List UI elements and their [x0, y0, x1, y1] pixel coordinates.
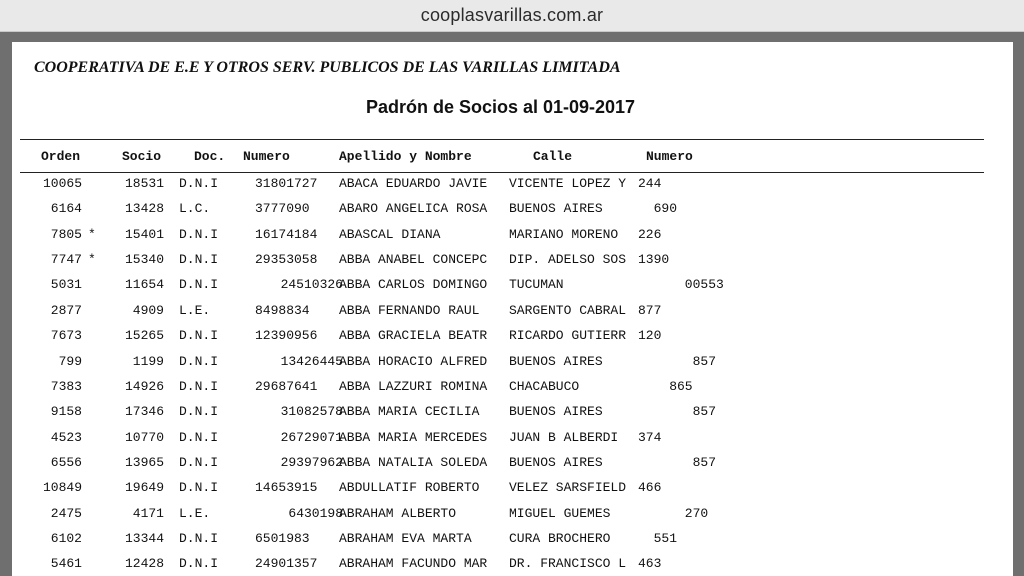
name-cell: ABBA MARIA CECILIA: [339, 404, 480, 420]
table-row: [12, 276, 1013, 294]
socio-cell: 15265: [124, 328, 164, 344]
column-header-orden: Orden: [40, 149, 80, 164]
table-row: [12, 327, 1013, 345]
organization-name: COOPERATIVA DE E.E Y OTROS SERV. PUBLICOS DE LAS VARILLAS LIMITADA: [34, 59, 621, 76]
name-cell: ABBA MARIA MERCEDES: [339, 429, 488, 445]
street-number-cell: 466: [638, 480, 662, 496]
column-header-calle-numero: Numero: [646, 149, 693, 164]
doc-number-cell: 3777090: [255, 201, 310, 217]
doc-number-cell: 12390956: [255, 328, 318, 344]
socio-cell: 15401: [124, 226, 164, 242]
column-header-numero: Numero: [243, 149, 290, 164]
street-number-cell: 270: [638, 505, 709, 521]
orden-cell: 2877: [50, 302, 82, 318]
doc-number-cell: 26729071: [280, 429, 343, 445]
table-row: [12, 200, 1013, 218]
street-cell: DIP. ADELSO SOS: [509, 252, 627, 268]
orden-cell: 9158: [50, 404, 82, 420]
orden-cell: 7747: [50, 252, 82, 268]
name-cell: ABRAHAM FACUNDO MAR: [339, 556, 488, 572]
column-header-nombre: Apellido y Nombre: [339, 149, 472, 164]
street-number-cell: 374: [638, 429, 662, 445]
street-cell: VICENTE LOPEZ Y: [509, 176, 627, 191]
doc-number-cell: 24901357: [255, 556, 318, 572]
street-number-cell: 857: [638, 353, 717, 369]
page-title: Padrón de Socios al 01-09-2017: [365, 97, 636, 117]
table-row: [12, 302, 1013, 320]
street-cell: CURA BROCHERO: [509, 530, 611, 546]
street-number-cell: 865: [638, 378, 693, 394]
socio-cell: 4909: [132, 302, 164, 318]
street-cell: BUENOS AIRES: [509, 404, 603, 420]
socio-cell: 4171: [132, 505, 164, 521]
mark-cell: *: [88, 252, 96, 268]
street-cell: BUENOS AIRES: [509, 353, 603, 369]
orden-cell: 7673: [50, 328, 82, 344]
street-cell: MARIANO MORENO: [509, 226, 619, 242]
street-number-cell: 00553: [638, 277, 724, 293]
name-cell: ABASCAL DIANA: [339, 226, 441, 242]
doc-type-cell: D.N.I: [179, 480, 219, 496]
street-number-cell: 877: [638, 302, 662, 318]
street-number-cell: 551: [638, 530, 678, 546]
mark-cell: *: [88, 226, 96, 242]
doc-number-cell: 24510326: [280, 277, 343, 293]
orden-cell: 5461: [50, 556, 82, 572]
socio-cell: 14926: [124, 378, 164, 394]
name-cell: ABBA FERNANDO RAUL: [339, 302, 480, 318]
table-row: [12, 403, 1013, 421]
doc-number-cell: 31801727: [255, 176, 318, 191]
table-row: [12, 226, 1013, 244]
table-row: [12, 555, 1013, 573]
orden-cell: 10065: [42, 176, 82, 191]
name-cell: ABARO ANGELICA ROSA: [339, 201, 488, 217]
street-cell: DR. FRANCISCO L: [509, 556, 627, 572]
orden-cell: 5031: [50, 277, 82, 293]
name-cell: ABBA LAZZURI ROMINA: [339, 378, 488, 394]
header-bottom-rule: [20, 172, 984, 173]
doc-number-cell: 31082578: [280, 404, 343, 420]
doc-type-cell: D.N.I: [179, 328, 219, 344]
doc-type-cell: D.N.I: [179, 277, 219, 293]
table-row: [12, 530, 1013, 548]
table-row: [12, 251, 1013, 269]
street-number-cell: 226: [638, 226, 662, 242]
name-cell: ABBA HORACIO ALFRED: [339, 353, 488, 369]
doc-number-cell: 13426445: [280, 353, 343, 369]
socio-cell: 12428: [124, 556, 164, 572]
doc-type-cell: D.N.I: [179, 454, 219, 470]
document-page: [12, 42, 1013, 576]
doc-number-cell: 14653915: [255, 480, 318, 496]
street-cell: CHACABUCO: [509, 378, 580, 394]
column-header-doc: Doc.: [194, 149, 226, 164]
orden-cell: 2475: [50, 505, 82, 521]
socio-cell: 13344: [124, 530, 164, 546]
doc-type-cell: D.N.I: [179, 176, 219, 191]
street-cell: TUCUMAN: [509, 277, 564, 293]
table-row: [12, 505, 1013, 523]
orden-cell: 6164: [50, 201, 82, 217]
table-row: [12, 454, 1013, 472]
name-cell: ABDULLATIF ROBERTO: [339, 480, 480, 496]
orden-cell: 4523: [50, 429, 82, 445]
table-row: [12, 378, 1013, 396]
doc-number-cell: 16174184: [255, 226, 318, 242]
doc-type-cell: D.N.I: [179, 226, 219, 242]
name-cell: ABBA CARLOS DOMINGO: [339, 277, 488, 293]
doc-number-cell: 6501983: [255, 530, 310, 546]
socio-cell: 1199: [132, 353, 164, 369]
socio-cell: 17346: [124, 404, 164, 420]
table-row: [12, 353, 1013, 371]
doc-type-cell: D.N.I: [179, 429, 219, 445]
doc-number-cell: 8498834: [255, 302, 310, 318]
socio-cell: 13428: [124, 201, 164, 217]
name-cell: ABBA NATALIA SOLEDA: [339, 454, 488, 470]
socio-cell: 13965: [124, 454, 164, 470]
doc-type-cell: L.E.: [179, 302, 211, 318]
doc-number-cell: 29687641: [255, 378, 318, 394]
street-cell: BUENOS AIRES: [509, 201, 603, 217]
url-text[interactable]: cooplasvarillas.com.ar: [420, 5, 604, 25]
doc-number-cell: 6430198: [288, 505, 343, 521]
street-number-cell: 857: [638, 404, 717, 420]
header-top-rule: [20, 139, 984, 140]
doc-type-cell: L.E.: [179, 505, 211, 521]
street-number-cell: 120: [638, 328, 662, 344]
socio-cell: 15340: [124, 252, 164, 268]
street-cell: VELEZ SARSFIELD: [509, 480, 627, 496]
socio-cell: 10770: [124, 429, 164, 445]
column-header-socio: Socio: [122, 149, 162, 164]
name-cell: ABBA GRACIELA BEATR: [339, 328, 488, 344]
table-row: [12, 175, 1013, 193]
doc-type-cell: D.N.I: [179, 252, 219, 268]
street-cell: RICARDO GUTIERR: [509, 328, 627, 344]
name-cell: ABACA EDUARDO JAVIE: [339, 176, 488, 191]
name-cell: ABRAHAM ALBERTO: [339, 505, 457, 521]
street-cell: MIGUEL GUEMES: [509, 505, 611, 521]
street-number-cell: 244: [638, 176, 662, 191]
table-row: [12, 479, 1013, 497]
column-header-calle: Calle: [533, 149, 573, 164]
doc-type-cell: D.N.I: [179, 556, 219, 572]
doc-type-cell: D.N.I: [179, 530, 219, 546]
street-cell: BUENOS AIRES: [509, 454, 603, 470]
name-cell: ABBA ANABEL CONCEPC: [339, 252, 488, 268]
orden-cell: 6102: [50, 530, 82, 546]
address-bar[interactable]: [0, 0, 1024, 32]
street-cell: SARGENTO CABRAL: [509, 302, 627, 318]
table-row: [12, 429, 1013, 447]
socio-cell: 18531: [124, 176, 164, 191]
orden-cell: 7805: [50, 226, 82, 242]
street-number-cell: 463: [638, 556, 662, 572]
street-number-cell: 1390: [638, 252, 670, 268]
name-cell: ABRAHAM EVA MARTA: [339, 530, 472, 546]
street-cell: JUAN B ALBERDI: [509, 429, 619, 445]
orden-cell: 7383: [50, 378, 82, 394]
doc-number-cell: 29397962: [280, 454, 343, 470]
doc-type-cell: L.C.: [179, 201, 211, 217]
orden-cell: 6556: [50, 454, 82, 470]
street-number-cell: 690: [638, 201, 678, 217]
socio-cell: 11654: [124, 277, 164, 293]
doc-type-cell: D.N.I: [179, 404, 219, 420]
orden-cell: 10849: [42, 480, 82, 496]
street-number-cell: 857: [638, 454, 717, 470]
socio-cell: 19649: [124, 480, 164, 496]
doc-type-cell: D.N.I: [179, 378, 219, 394]
doc-type-cell: D.N.I: [179, 353, 219, 369]
orden-cell: 799: [58, 353, 82, 369]
doc-number-cell: 29353058: [255, 252, 318, 268]
